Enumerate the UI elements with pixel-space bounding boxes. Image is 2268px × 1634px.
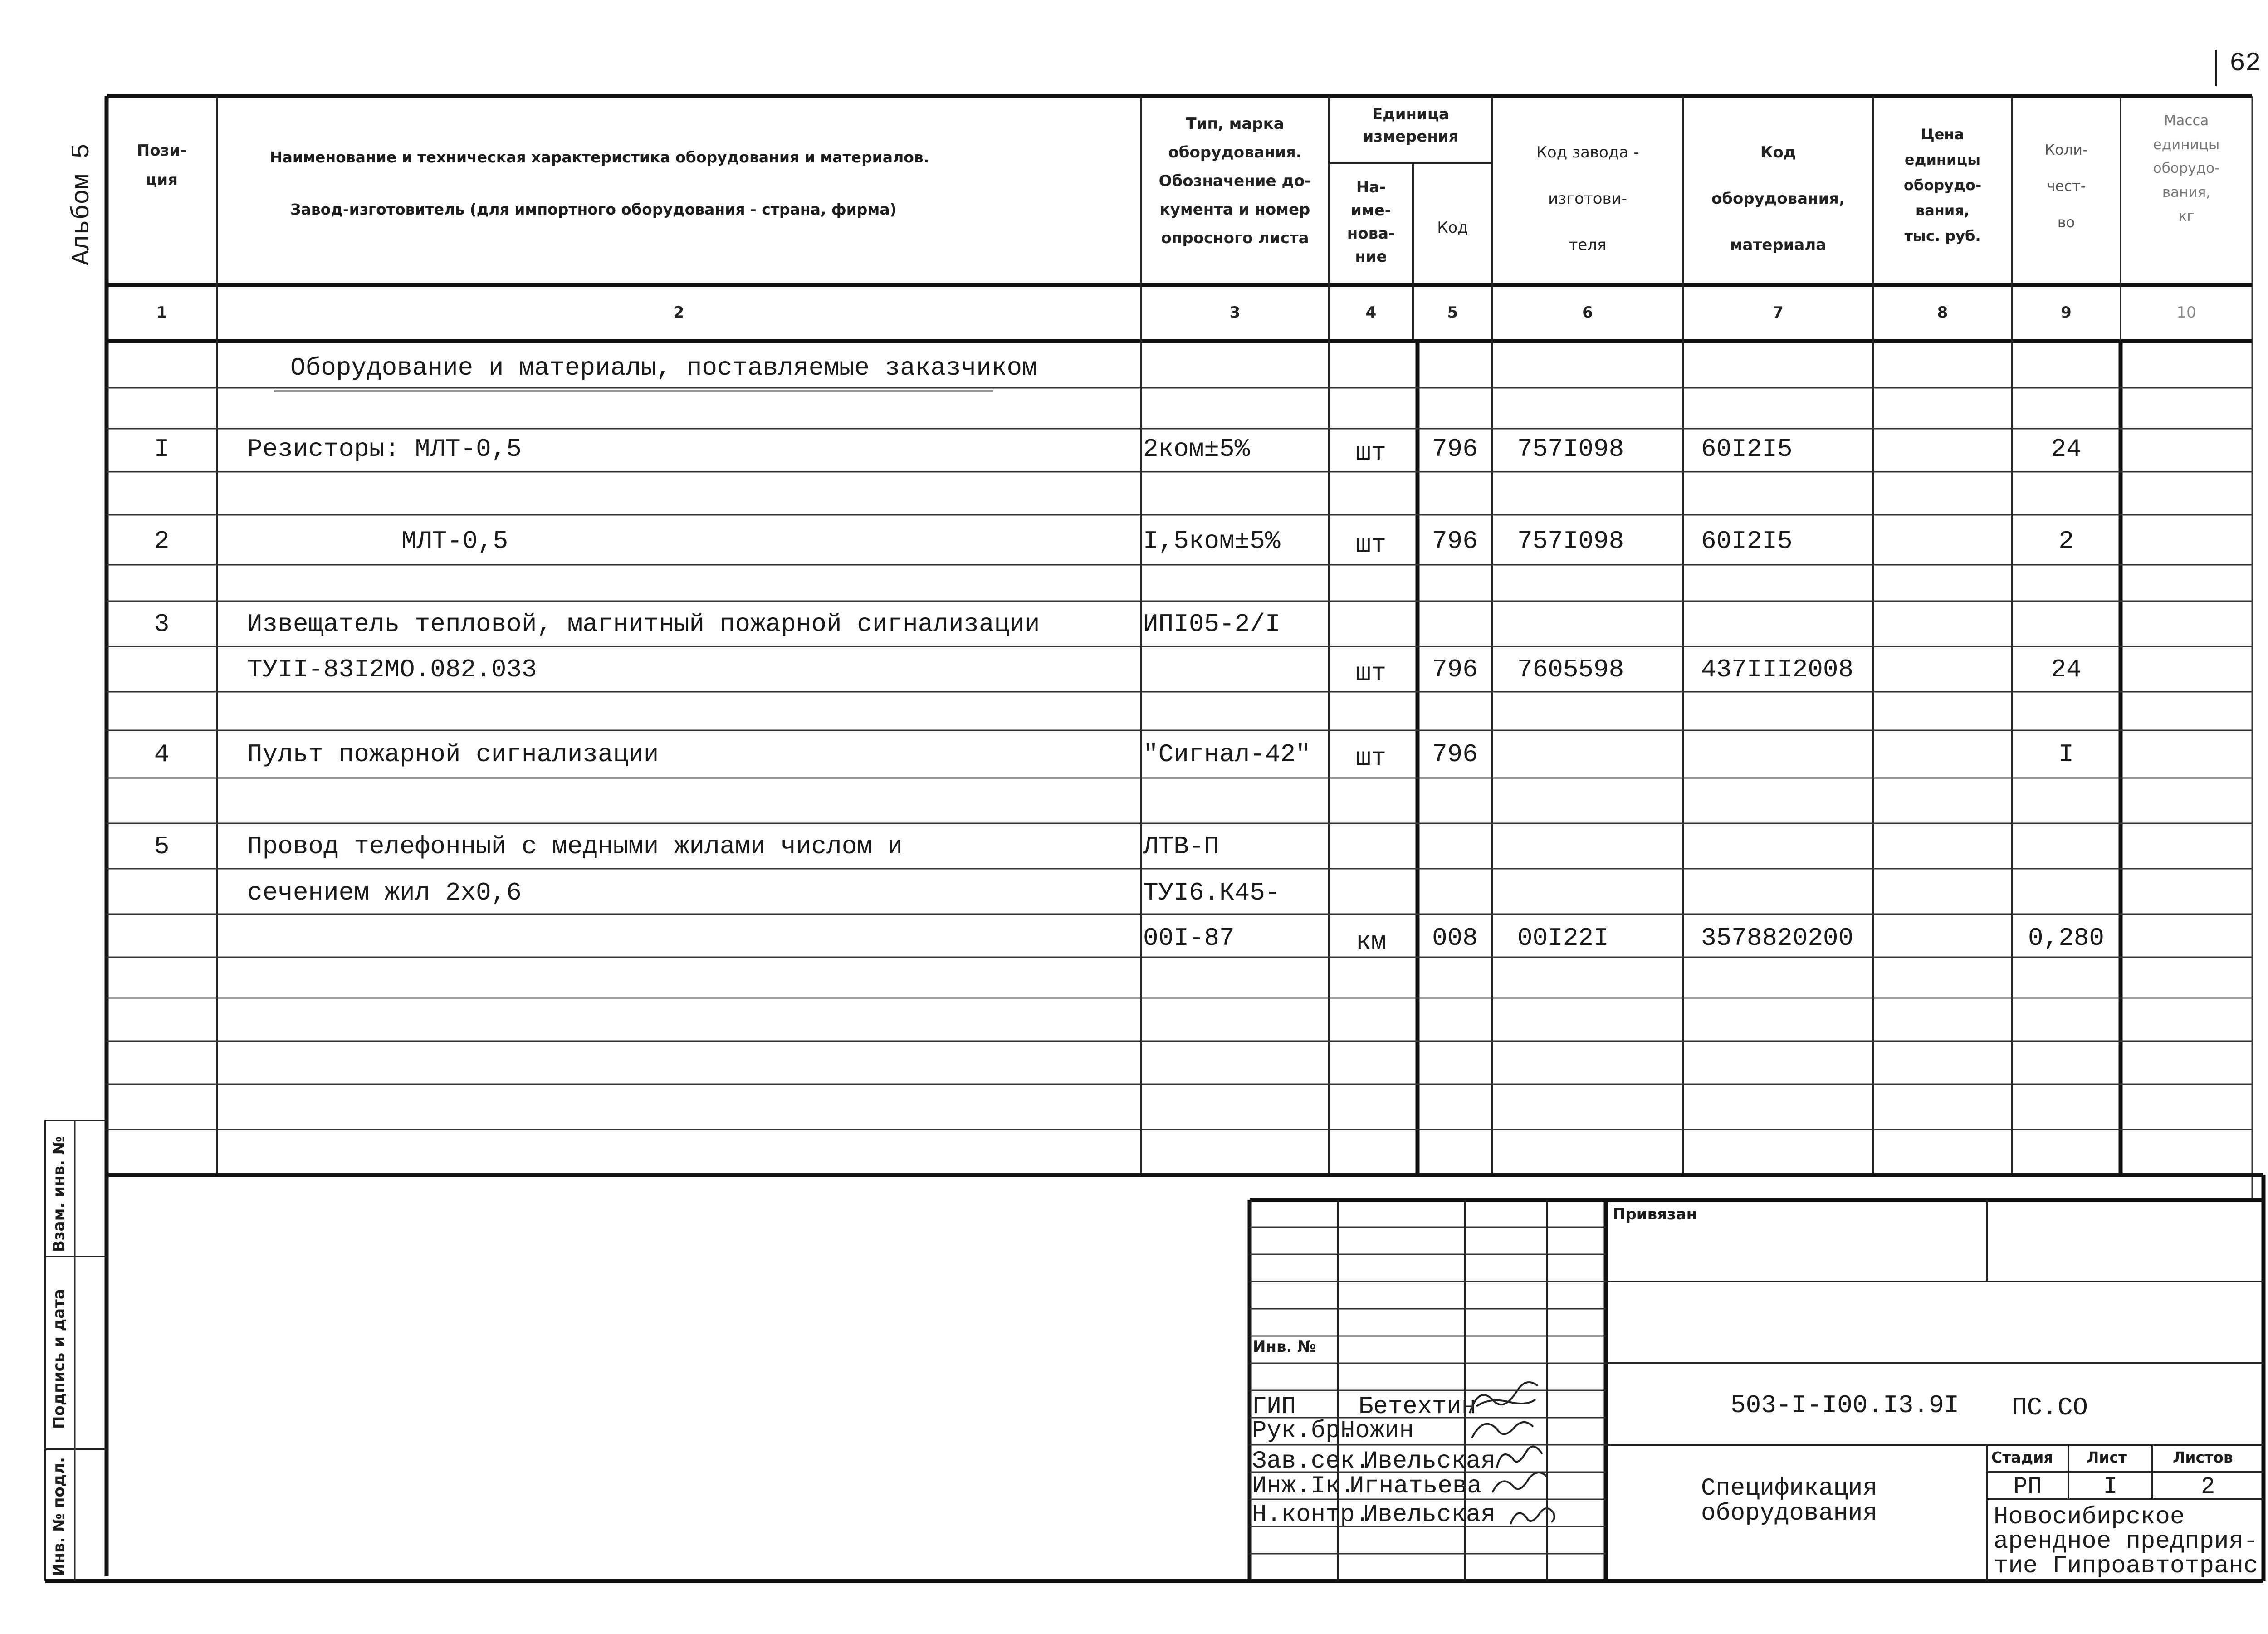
role-gip: ГИП bbox=[1252, 1393, 1296, 1421]
organization-line2: арендное предприя- bbox=[1994, 1528, 2258, 1556]
item-position: 3 bbox=[154, 610, 170, 639]
item-plant-code: 757I098 bbox=[1517, 435, 1624, 464]
col-number-4: 4 bbox=[1365, 303, 1377, 322]
header-mass: Масса единицы оборудо- вания, кг bbox=[2153, 113, 2220, 225]
role-norm-control: Н.контр. bbox=[1252, 1501, 1370, 1529]
item-name: Резисторы: МЛТ-0,5 bbox=[247, 435, 522, 464]
header-material-code: Код оборудования, материала bbox=[1711, 143, 1845, 254]
item-unit: шт bbox=[1355, 438, 1387, 467]
item-material-code: 60I2I5 bbox=[1701, 527, 1793, 556]
sheets-value: 2 bbox=[2200, 1473, 2215, 1500]
name-section-head: Ивельская bbox=[1363, 1448, 1496, 1475]
header-unit-name: На- име- нова- ние bbox=[1347, 178, 1395, 266]
document-suffix: ПС.СО bbox=[2012, 1393, 2088, 1422]
item-unit-code: 796 bbox=[1432, 655, 1478, 684]
item-name: Провод телефонный с медными жилами числом и bbox=[247, 832, 903, 861]
item-unit-code: 796 bbox=[1432, 527, 1478, 556]
item-unit-code: 008 bbox=[1432, 924, 1478, 953]
role-head: Рук.бр. bbox=[1252, 1417, 1355, 1445]
sheet-value: I bbox=[2103, 1473, 2118, 1500]
document-code: 503-I-I00.I3.9I bbox=[1730, 1391, 1960, 1420]
item-material-code: 437III2008 bbox=[1701, 655, 1854, 684]
col-number-7: 7 bbox=[1773, 303, 1784, 322]
item-type: 2ком±5% bbox=[1143, 435, 1250, 464]
item-type: ЛТВ-П bbox=[1143, 832, 1220, 861]
header-name-line1: Наименование и техническая характеристика оборудования и материалов. bbox=[270, 148, 929, 166]
header-type: Тип, марка оборудования. Обозначение до- кумента и номер опросного листа bbox=[1158, 115, 1311, 247]
item-unit: шт bbox=[1355, 744, 1387, 773]
col-number-9: 9 bbox=[2061, 303, 2072, 322]
col-number-6: 6 bbox=[1582, 303, 1593, 322]
item-quantity: I bbox=[2058, 740, 2074, 769]
item-quantity: 0,280 bbox=[2028, 924, 2105, 953]
margin-signature-date: Подпись и дата bbox=[50, 1289, 68, 1429]
item-name: Извещатель тепловой, магнитный пожарной сигнализации bbox=[247, 610, 1040, 639]
col-number-5: 5 bbox=[1447, 303, 1458, 322]
item-plant-code: 757I098 bbox=[1517, 527, 1624, 556]
item-unit-code: 796 bbox=[1432, 740, 1478, 769]
sheet-label: Лист bbox=[2087, 1448, 2127, 1466]
stage-label: Стадия bbox=[1991, 1448, 2053, 1466]
item-quantity: 24 bbox=[2051, 435, 2082, 464]
stage-value: РП bbox=[2013, 1473, 2042, 1500]
item-type-cont2: 00I-87 bbox=[1143, 924, 1235, 953]
item-quantity: 2 bbox=[2058, 527, 2074, 556]
role-section-head: Зав.сек. bbox=[1252, 1448, 1370, 1475]
item-material-code: 3578820200 bbox=[1701, 924, 1854, 953]
header-name-line2: Завод-изготовитель (для импортного оборудования - страна, фирма) bbox=[290, 201, 897, 218]
header-quantity: Коли- чест- во bbox=[2044, 141, 2088, 231]
margin-replacement-inv: Взам. инв. № bbox=[50, 1136, 68, 1252]
header-unit-group: Единица измерения bbox=[1363, 105, 1459, 146]
title-line2: оборудования bbox=[1701, 1500, 1877, 1527]
organization-line1: Новосибирское bbox=[1994, 1503, 2185, 1531]
item-plant-code: 7605598 bbox=[1517, 655, 1624, 684]
item-name: Пульт пожарной сигнализации bbox=[247, 740, 659, 769]
item-name: МЛТ-0,5 bbox=[401, 527, 508, 556]
item-name-cont: сечением жил 2х0,6 bbox=[247, 878, 522, 907]
item-quantity: 24 bbox=[2051, 655, 2082, 684]
item-unit-code: 796 bbox=[1432, 435, 1478, 464]
item-unit: шт bbox=[1355, 530, 1387, 559]
stamp-inv-no: Инв. № bbox=[1253, 1338, 1316, 1356]
organization-line3: тие Гипроавтотранс bbox=[1994, 1552, 2258, 1580]
item-type-cont: ТУI6.К45- bbox=[1143, 878, 1281, 907]
header-position: Пози- ция bbox=[137, 142, 187, 189]
item-position: 2 bbox=[154, 527, 170, 556]
margin-original-inv: Инв. № подл. bbox=[50, 1457, 68, 1576]
col-number-8: 8 bbox=[1937, 303, 1948, 322]
title-line1: Спецификация bbox=[1701, 1475, 1877, 1502]
item-type: ИПI05-2/I bbox=[1143, 610, 1281, 639]
sheets-label: Листов bbox=[2173, 1448, 2233, 1466]
item-material-code: 60I2I5 bbox=[1701, 435, 1793, 464]
name-norm-control: Ивельская bbox=[1363, 1501, 1496, 1529]
section-title: Оборудование и материалы, поставляемые заказчиком bbox=[290, 353, 1037, 382]
item-position: 5 bbox=[154, 832, 170, 861]
header-price: Цена единицы оборудо- вания, тыс. руб. bbox=[1903, 126, 1982, 245]
album-label: Альбом 5 bbox=[67, 143, 96, 265]
name-engineer: Игнатьева bbox=[1349, 1473, 1482, 1500]
header-unit-code: Код bbox=[1437, 219, 1468, 237]
item-spec: ТУII-83I2МО.082.033 bbox=[247, 655, 537, 684]
name-head: Ножин bbox=[1340, 1417, 1414, 1445]
item-position: I bbox=[154, 435, 170, 464]
item-position: 4 bbox=[154, 740, 170, 769]
item-plant-code: 00I22I bbox=[1517, 924, 1609, 953]
item-unit: шт bbox=[1355, 659, 1387, 688]
col-number-3: 3 bbox=[1229, 303, 1241, 322]
page-number: 62 bbox=[2229, 49, 2261, 78]
col-number-1: 1 bbox=[156, 303, 167, 322]
col-number-2: 2 bbox=[673, 303, 684, 322]
item-type: "Сигнал-42" bbox=[1143, 740, 1311, 769]
item-unit: км bbox=[1355, 927, 1387, 956]
name-gip: Бетехтин bbox=[1359, 1393, 1476, 1421]
item-type: I,5ком±5% bbox=[1143, 527, 1281, 556]
col-number-10: 10 bbox=[2176, 303, 2196, 322]
header-plant-code: Код завода - изготови- теля bbox=[1536, 143, 1639, 254]
role-engineer: Инж.Iк. bbox=[1252, 1473, 1355, 1500]
stamp-privyazan: Привязан bbox=[1613, 1205, 1697, 1223]
